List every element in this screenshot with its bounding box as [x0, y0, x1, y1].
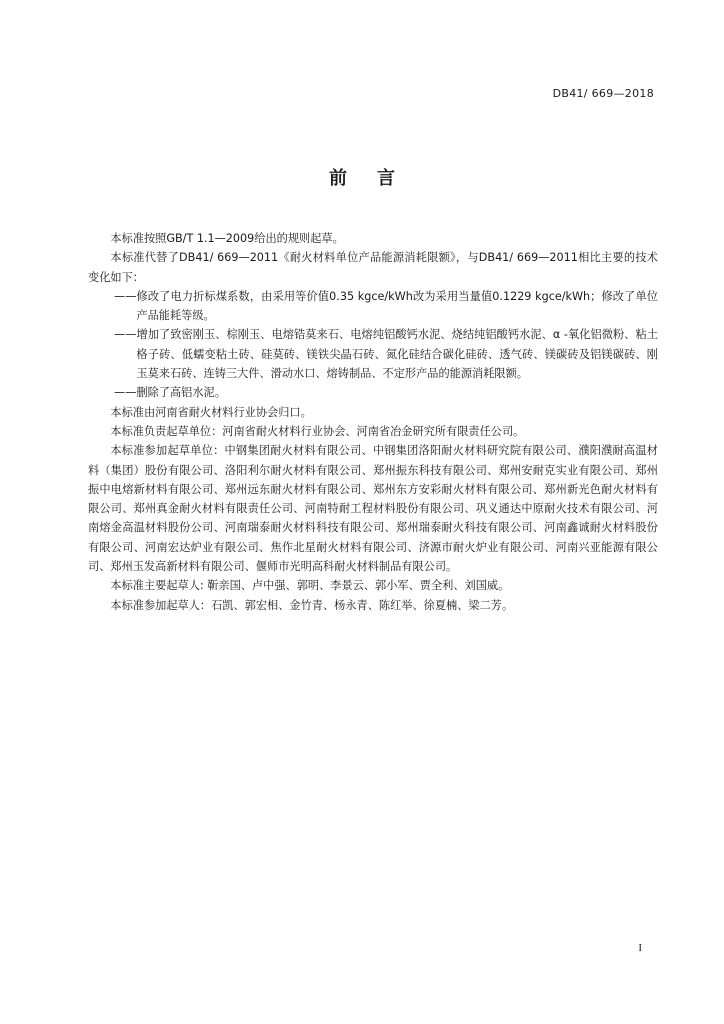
document-body: [88, 229, 658, 615]
paragraph-participating-drafters: 本标准参加起草人：石凯、郭宏相、金竹青、杨永青、陈红举、徐夏楠、梁二芳。: [110, 598, 514, 612]
paragraph-replacement: 本标准代替了DB41/ 669—2011《耐火材料单位产品能源消耗限额》，与DB41/ 669—2011相比主要的技术变化如下：: [88, 251, 658, 284]
paragraph-lead-drafting-unit: 本标准负责起草单位：河南省耐火材料行业协会、河南省冶金研究所有限责任公司。: [110, 424, 525, 438]
standard-code: DB41/ 669—2018: [552, 87, 654, 100]
paragraph-drafting-rules: 本标准按照GB/T 1.1—2009给出的规则起草。: [110, 232, 344, 245]
paragraph-participating-units: 本标准参加起草单位：中钢集团耐火材料有限公司、中钢集团洛阳耐火材料研究院有限公司、濮阳濮耐高温材料（集团）股份有限公司、洛阳利尔耐火材料有限公司、郑州振东科技有限公司、郑州安耐克实业有限公司、郑州振中电熔新材料有限公司、郑州远东耐火材料有限公司、郑州东方安彩耐火材料有限公司、郑州新光色耐火材料有限公司、郑州真金耐火材料有限责任公司、河南特耐工程材料股份有限公司、巩义通达中原耐火技术有限公司、河南熔金高温材料股份公司、河南瑞泰耐火材料科技有限公司、郑州瑞泰耐火科技有限公司、河南鑫诚耐火材料股份有限公司、河南宏达炉业有限公司、焦作北星耐火材料有限公司、济源市耐火炉业有限公司、河南兴亚能源有限公司、郑州玉发高新材料有限公司、偃师市光明高科耐火材料制品有限公司。: [88, 444, 658, 574]
change-item-removed-cement: ——删除了高铝水泥。: [114, 386, 226, 400]
page-title: 前言: [329, 168, 425, 189]
paragraph-main-drafters: 本标准主要起草人: 靳亲国、卢中强、郭明、李景云、郭小军、贾全利、刘国威。: [110, 579, 510, 593]
page-number: I: [638, 942, 642, 954]
change-item-power-coefficient: ——修改了电力折标煤系数，由采用等价值0.35 kgce/kWh改为采用当量值0.1229 kgce/kWh；修改了单位产品能耗等级。: [114, 289, 658, 323]
paragraph-responsible-org: 本标准由河南省耐火材料行业协会归口。: [110, 405, 312, 419]
change-item-added-products: ——增加了致密刚玉、棕刚玉、电熔锆莫来石、电熔纯铝酸钙水泥、烧结纯铝酸钙水泥、α -氧化铝微粉、粘土格子砖、低蠕变粘土砖、硅莫砖、镁铁尖晶石砖、氮化硅结合碳化硅砖、透气砖、镁碳砖及铝镁碳砖、刚玉莫来石砖、连铸三大件、滑动水口、熔铸制品、不定形产品的能源消耗限额。: [114, 328, 658, 381]
